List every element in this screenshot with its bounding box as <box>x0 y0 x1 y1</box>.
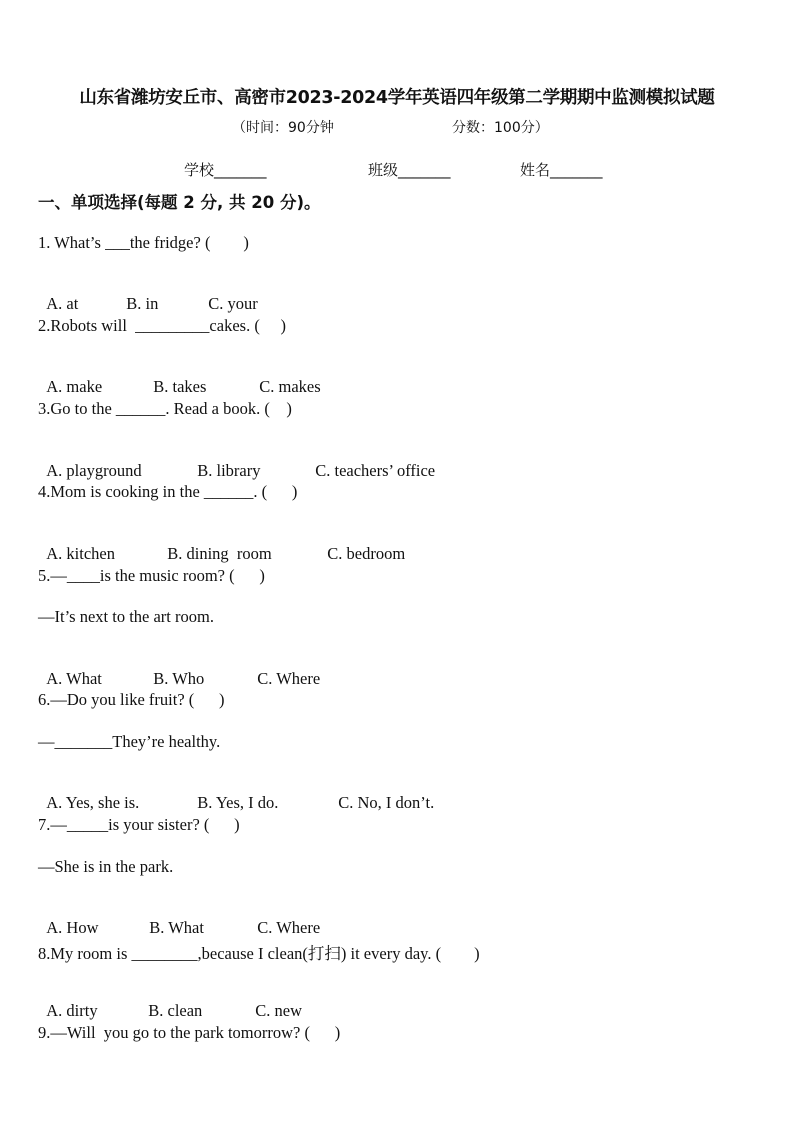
option-b: B. What <box>149 918 204 937</box>
question-1-options <box>38 274 258 314</box>
question-8-options <box>38 981 302 1021</box>
question-5-options <box>38 649 320 689</box>
option-c: C. your <box>208 294 258 313</box>
option-c: C. teachers’ office <box>315 461 436 480</box>
option-a: A. Yes, she is. <box>46 793 140 812</box>
question-6-options <box>38 773 434 813</box>
question-3-options <box>38 441 435 481</box>
option-a: A. make <box>46 377 103 396</box>
option-b: B. clean <box>148 1001 203 1020</box>
question-6-answer: —_______They’re healthy. <box>38 732 221 751</box>
option-b: B. dining room <box>167 544 272 563</box>
name-field: 姓名_______ <box>520 161 603 179</box>
option-a: A. dirty <box>46 1001 98 1020</box>
option-c: C. No, I don’t. <box>338 793 435 812</box>
question-4-options <box>38 524 405 564</box>
option-b: B. takes <box>153 377 207 396</box>
option-a: A. playground <box>46 461 142 480</box>
option-c: C. makes <box>259 377 321 396</box>
exam-score: 分数：100分） <box>452 120 549 136</box>
option-b: B. Yes, I do. <box>197 793 279 812</box>
option-a: A. kitchen <box>46 544 115 563</box>
option-a: A. How <box>46 918 99 937</box>
question-2-options <box>38 357 321 397</box>
class-field: 班级_______ <box>368 161 451 179</box>
option-a: A. What <box>46 669 102 688</box>
option-c: C. Where <box>257 669 321 688</box>
option-c: C. bedroom <box>327 544 406 563</box>
option-b: B. in <box>126 294 159 313</box>
question-4-stem: 4.Mom is cooking in the ______. ( ) <box>38 482 298 501</box>
option-c: C. new <box>255 1001 302 1020</box>
question-5-stem: 5.—____is the music room? ( ) <box>38 566 265 585</box>
question-8-stem: 8.My room is ________,because I clean(打扫) it every day. ( ) <box>38 944 480 963</box>
school-field: 学校_______ <box>184 161 267 179</box>
option-c: C. Where <box>257 918 321 937</box>
option-b: B. library <box>197 461 261 480</box>
exam-time: （时间：90分钟 <box>232 120 334 136</box>
option-a: A. at <box>46 294 79 313</box>
question-7-stem: 7.—_____is your sister? ( ) <box>38 815 240 834</box>
option-b: B. Who <box>153 669 205 688</box>
question-2-stem: 2.Robots will _________cakes. ( ) <box>38 316 286 335</box>
question-7-options <box>38 898 320 938</box>
question-5-answer: —It’s next to the art room. <box>38 607 214 626</box>
question-1-stem: 1. What’s ___the fridge? ( ) <box>38 233 249 252</box>
section-title: 一、单项选择(每题 2 分, 共 20 分)。 <box>38 193 321 212</box>
question-6-stem: 6.—Do you like fruit? ( ) <box>38 690 225 709</box>
question-3-stem: 3.Go to the ______. Read a book. ( ) <box>38 399 292 418</box>
page-title: 山东省潍坊安丘市、高密市2023-2024学年英语四年级第二学期期中监测模拟试题 <box>79 88 715 108</box>
question-9-stem: 9.—Will you go to the park tomorrow? ( ) <box>38 1023 341 1042</box>
question-7-answer: —She is in the park. <box>38 857 174 876</box>
